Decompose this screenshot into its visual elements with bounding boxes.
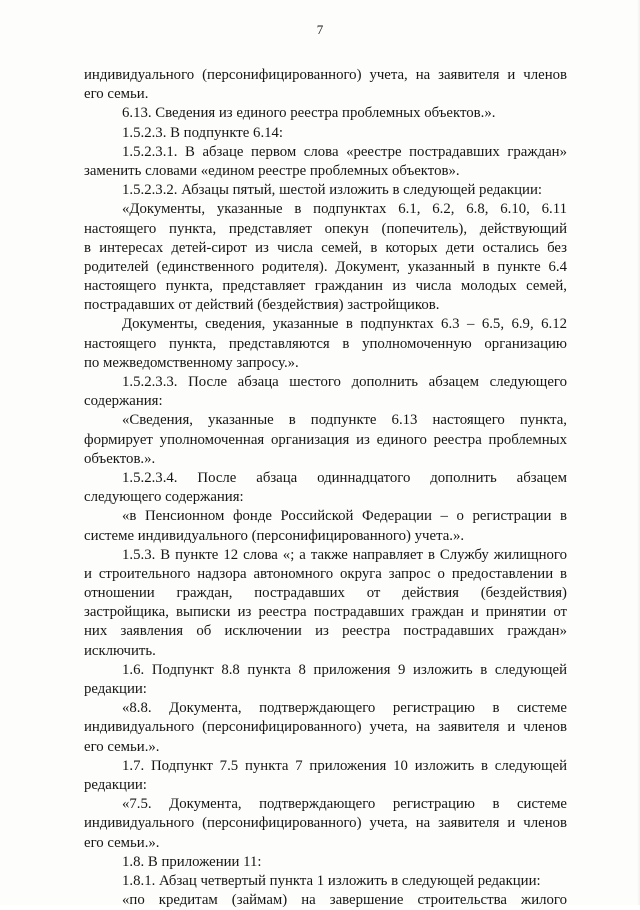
text-line: в интересах детей-сирот из числа семей, в которых дети остались без: [84, 239, 567, 256]
text-line: «7.5. Документа, подтверждающего регистрацию в системе: [122, 796, 567, 813]
text-line: следующего содержания:: [84, 489, 244, 506]
document-text-body: [84, 66, 567, 910]
text-line: застройщика, выписки из реестра пострадавших граждан и принятии от: [84, 604, 567, 621]
text-line: объектов.».: [84, 450, 156, 467]
text-line: настоящего пункта, представляет опекун (попечитель), действующий: [84, 220, 567, 237]
text-line: «в Пенсионном фонде Российской Федерации – о регистрации в: [122, 508, 567, 525]
text-line: родителей (единственного родителя). Документ, указанный в пункте 6.4: [84, 258, 567, 275]
text-line: 1.7. Подпункт 7.5 пункта 7 приложения 10 изложить в следующей: [122, 757, 567, 774]
text-line: отношении граждан, пострадавших от действия (бездействия): [84, 585, 567, 602]
text-line: заменить словами «едином реестре проблемных объектов».: [84, 162, 460, 179]
text-line: редакции:: [84, 776, 147, 793]
text-line: 1.6. Подпункт 8.8 пункта 8 приложения 9 изложить в следующей: [122, 661, 567, 678]
text-line: и строительного надзора автономного округа запрос о предоставлении в: [84, 565, 567, 582]
text-line: 1.5.2.3. В подпункте 6.14:: [122, 124, 284, 141]
text-line: 1.5.2.3.2. Абзацы пятый, шестой изложить в следующей редакции:: [122, 182, 542, 199]
text-line: «Документы, указанные в подпунктах 6.1, 6.2, 6.8, 6.10, 6.11: [122, 201, 567, 218]
text-line: «Сведения, указанные в подпункте 6.13 настоящего пункта,: [122, 412, 567, 429]
text-line: «по кредитам (займам) на завершение строительства жилого: [122, 892, 567, 909]
text-line: пострадавших от действий (бездействия) застройщиков.: [84, 297, 440, 314]
text-line: его семьи.».: [84, 834, 160, 851]
text-line: индивидуального (персонифицированного) учета, на заявителя и членов: [84, 719, 567, 736]
text-line: системе индивидуального (персонифицированного) учета.».: [84, 527, 465, 544]
text-line: 1.5.2.3.4. После абзаца одиннадцатого дополнить абзацем: [122, 469, 567, 486]
text-line: 6.13. Сведения из единого реестра проблемных объектов.».: [122, 105, 496, 122]
page-number: 7: [316, 22, 324, 37]
text-line: Документы, сведения, указанные в подпунктах 6.3 – 6.5, 6.9, 6.12: [122, 316, 567, 333]
text-line: его семьи.: [84, 86, 149, 103]
text-line: его семьи.».: [84, 738, 160, 755]
text-line: настоящего пункта, представляются в уполномоченную организацию: [84, 335, 567, 352]
text-line: содержания:: [84, 393, 163, 410]
text-line: «8.8. Документа, подтверждающего регистрацию в системе: [122, 700, 567, 717]
text-line: 1.8.1. Абзац четвертый пункта 1 изложить в следующей редакции:: [122, 872, 541, 889]
text-line: исключить.: [84, 642, 156, 659]
text-line: формирует уполномоченная организация из единого реестра проблемных: [84, 431, 567, 448]
text-line: них заявления об исключении из реестра пострадавших граждан»: [84, 623, 567, 640]
text-line: индивидуального (персонифицированного) учета, на заявителя и членов: [84, 67, 567, 83]
text-line: индивидуального (персонифицированного) учета, на заявителя и членов: [84, 815, 567, 832]
text-line: 1.5.3. В пункте 12 слова «; а также направляет в Службу жилищного: [122, 546, 567, 563]
text-line: по межведомственному запросу.».: [84, 354, 299, 371]
text-line: 1.8. В приложении 11:: [122, 853, 262, 870]
text-line: настоящего пункта, представляет гражданин из числа молодых семей,: [84, 278, 567, 295]
text-line: 1.5.2.3.1. В абзаце первом слова «реестре пострадавших граждан»: [122, 143, 567, 160]
text-line: редакции:: [84, 681, 147, 697]
text-line: 1.5.2.3.3. После абзаца шестого дополнить абзацем следующего: [122, 374, 567, 390]
